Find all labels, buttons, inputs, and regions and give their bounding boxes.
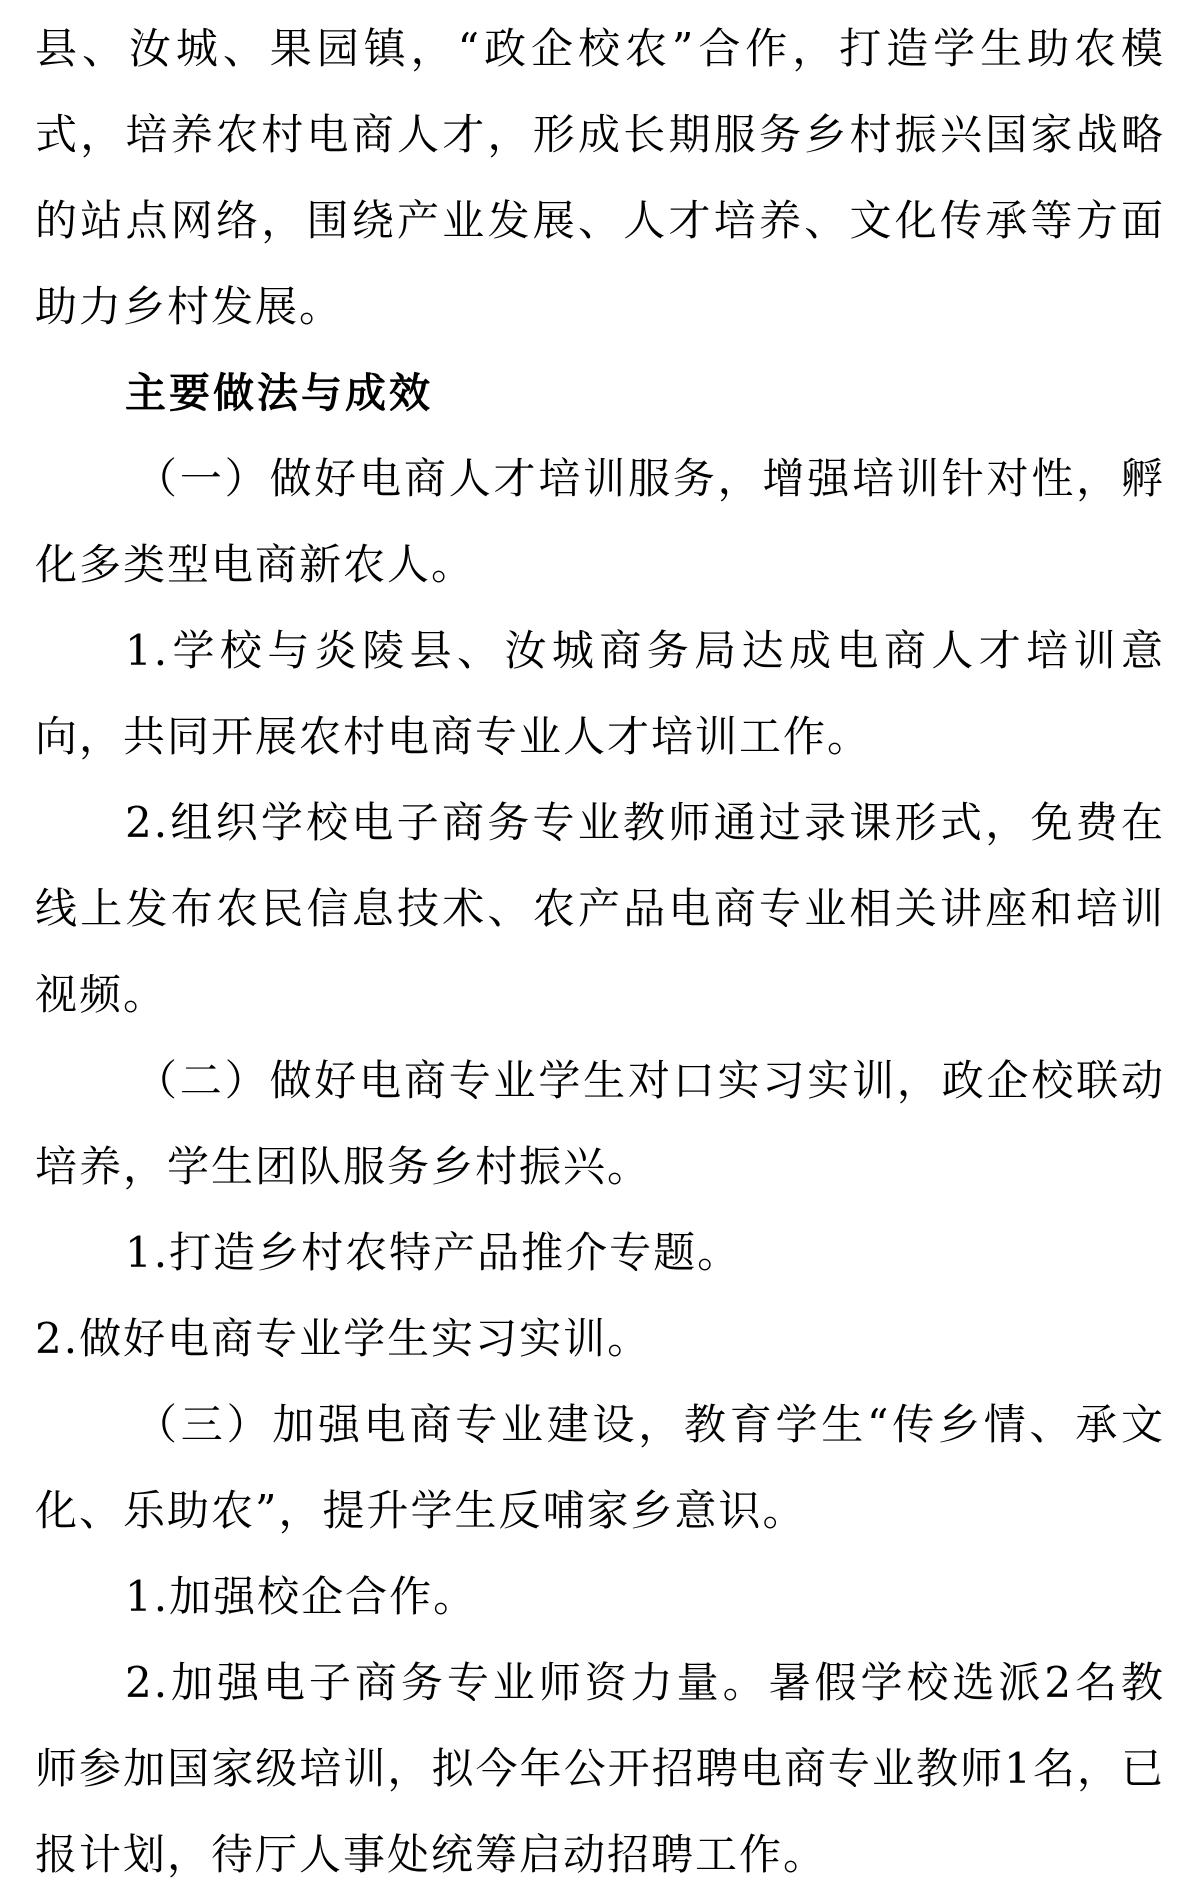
- subsection-1-heading: （一）做好电商人才培训服务，增强培训针对性，孵化多类型电商新农人。: [35, 454, 1165, 589]
- item-3-1: 1.加强校企合作。: [125, 1572, 478, 1621]
- item-2-2: 2.做好电商专业学生实习实训。: [35, 1314, 652, 1363]
- item-3-2: 2.加强电子商务专业师资力量。暑假学校选派2名教师参加国家级培训，拟今年公开招聘电商专业教师1名，已报计划，待厅人事处统筹启动招聘工作。: [35, 1658, 1165, 1879]
- subsection-2-heading: （二）做好电商专业学生对口实习实训，政企校联动培养，学生团队服务乡村振兴。: [35, 1056, 1165, 1191]
- intro-paragraph: 县、汝城、果园镇，“政企校农”合作，打造学生助农模式，培养农村电商人才，形成长期服务乡村振兴国家战略的站点网络，围绕产业发展、人才培养、文化传承等方面助力乡村发展。: [35, 24, 1165, 331]
- section-heading: 主要做法与成效: [125, 369, 433, 417]
- item-1-2: 2.组织学校电子商务专业教师通过录课形式，免费在线上发布农民信息技术、农产品电商专业相关讲座和培训视频。: [35, 798, 1165, 1019]
- subsection-3-heading: （三）加强电商专业建设，教育学生“传乡情、承文化、乐助农”，提升学生反哺家乡意识。: [35, 1400, 1165, 1535]
- item-1-1: 1.学校与炎陵县、汝城商务局达成电商人才培训意向，共同开展农村电商专业人才培训工作。: [35, 626, 1165, 761]
- item-2-1: 1.打造乡村农特产品推介专题。: [125, 1228, 742, 1277]
- document-page: [35, 0, 1165, 1900]
